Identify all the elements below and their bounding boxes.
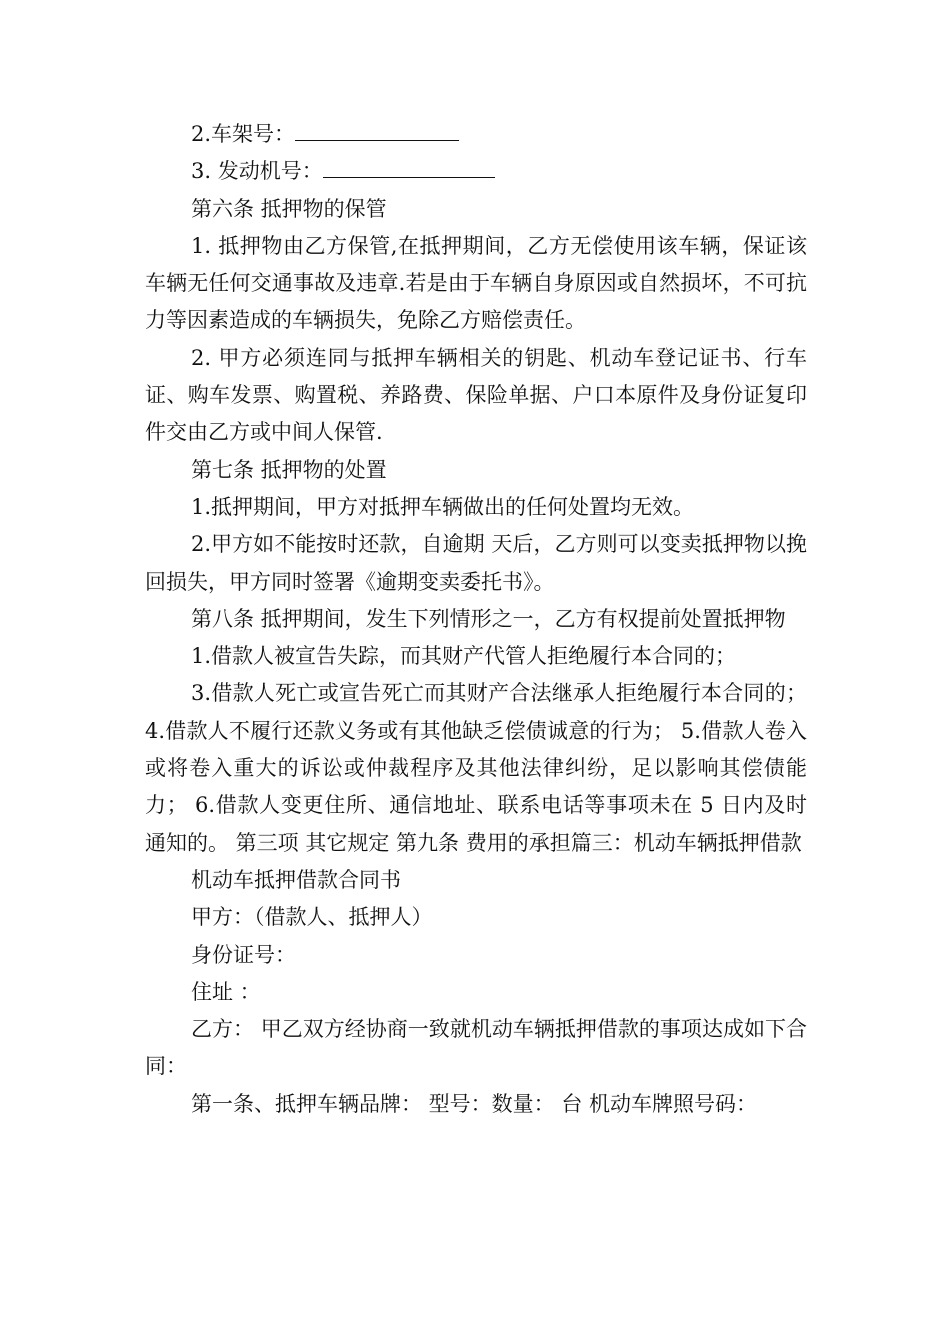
article-7-heading: 第七条 抵押物的处置 bbox=[191, 457, 387, 482]
article-6-clause-2: 2. 甲方必须连同与抵押车辆相关的钥匙、机动车登记证书、行车证、购车发票、购置税、养路费、保险单据、户口本原件及身份证复印件交由乙方或中间人保管. bbox=[145, 345, 807, 445]
frame-number-blank bbox=[295, 124, 459, 141]
party-a-line: 甲方：（借款人、抵押人） bbox=[191, 905, 433, 930]
engine-number-blank bbox=[323, 161, 495, 178]
article-6-clause-1: 1. 抵押物由乙方保管,在抵押期间，乙方无偿使用该车辆，保证该车辆无任何交通事故及违章.若是由于车辆自身原因或自然损坏，不可抗力等因素造成的车辆损失，免除乙方赔偿责任。 bbox=[145, 233, 807, 333]
id-number-line: 身份证号： bbox=[191, 942, 296, 967]
article-1-line: 第一条、抵押车辆品牌： 型号：数量： 台 机动车牌照号码： bbox=[191, 1091, 758, 1116]
article-8-clause-1: 1.借款人被宣告失踪，而其财产代管人拒绝履行本合同的； bbox=[191, 644, 737, 669]
frame-number-line bbox=[145, 116, 807, 153]
article-6-heading: 第六条 抵押物的保管 bbox=[191, 196, 387, 221]
document-body bbox=[145, 116, 807, 1123]
article-8-heading: 第八条 抵押期间，发生下列情形之一，乙方有权提前处置抵押物 bbox=[191, 606, 786, 631]
address-line: 住址 ： bbox=[191, 979, 261, 1004]
engine-number-label: 3. 发动机号： bbox=[191, 159, 323, 184]
article-8-clauses-3-6: 3.借款人死亡或宣告死亡而其财产合法继承人拒绝履行本合同的； 4.借款人不履行还款义务或有其他缺乏偿债诚意的行为； 5.借款人卷入或将卷入重大的诉讼或仲裁程序及其他法律纠纷，足以影响其偿债能力； 6.借款人变更住所、通信地址、联系电话等事项未在 5 日内及时通知的。 第三项 其它规定 第九条 费用的承担篇三：机动车辆抵押借款 bbox=[145, 681, 807, 855]
article-7-clause-2: 2.甲方如不能按时还款，自逾期 天后，乙方则可以变卖抵押物以挽回损失，甲方同时签署《逾期变卖委托书》。 bbox=[145, 532, 807, 594]
article-7-clause-1: 1.抵押期间，甲方对抵押车辆做出的任何处置均无效。 bbox=[191, 494, 695, 519]
engine-number-line bbox=[145, 153, 807, 190]
contract-title: 机动车抵押借款合同书 bbox=[191, 867, 401, 892]
frame-number-label: 2.车架号： bbox=[191, 122, 296, 146]
party-b-line: 乙方： 甲乙双方经协商一致就机动车辆抵押借款的事项达成如下合同： bbox=[145, 1017, 807, 1079]
